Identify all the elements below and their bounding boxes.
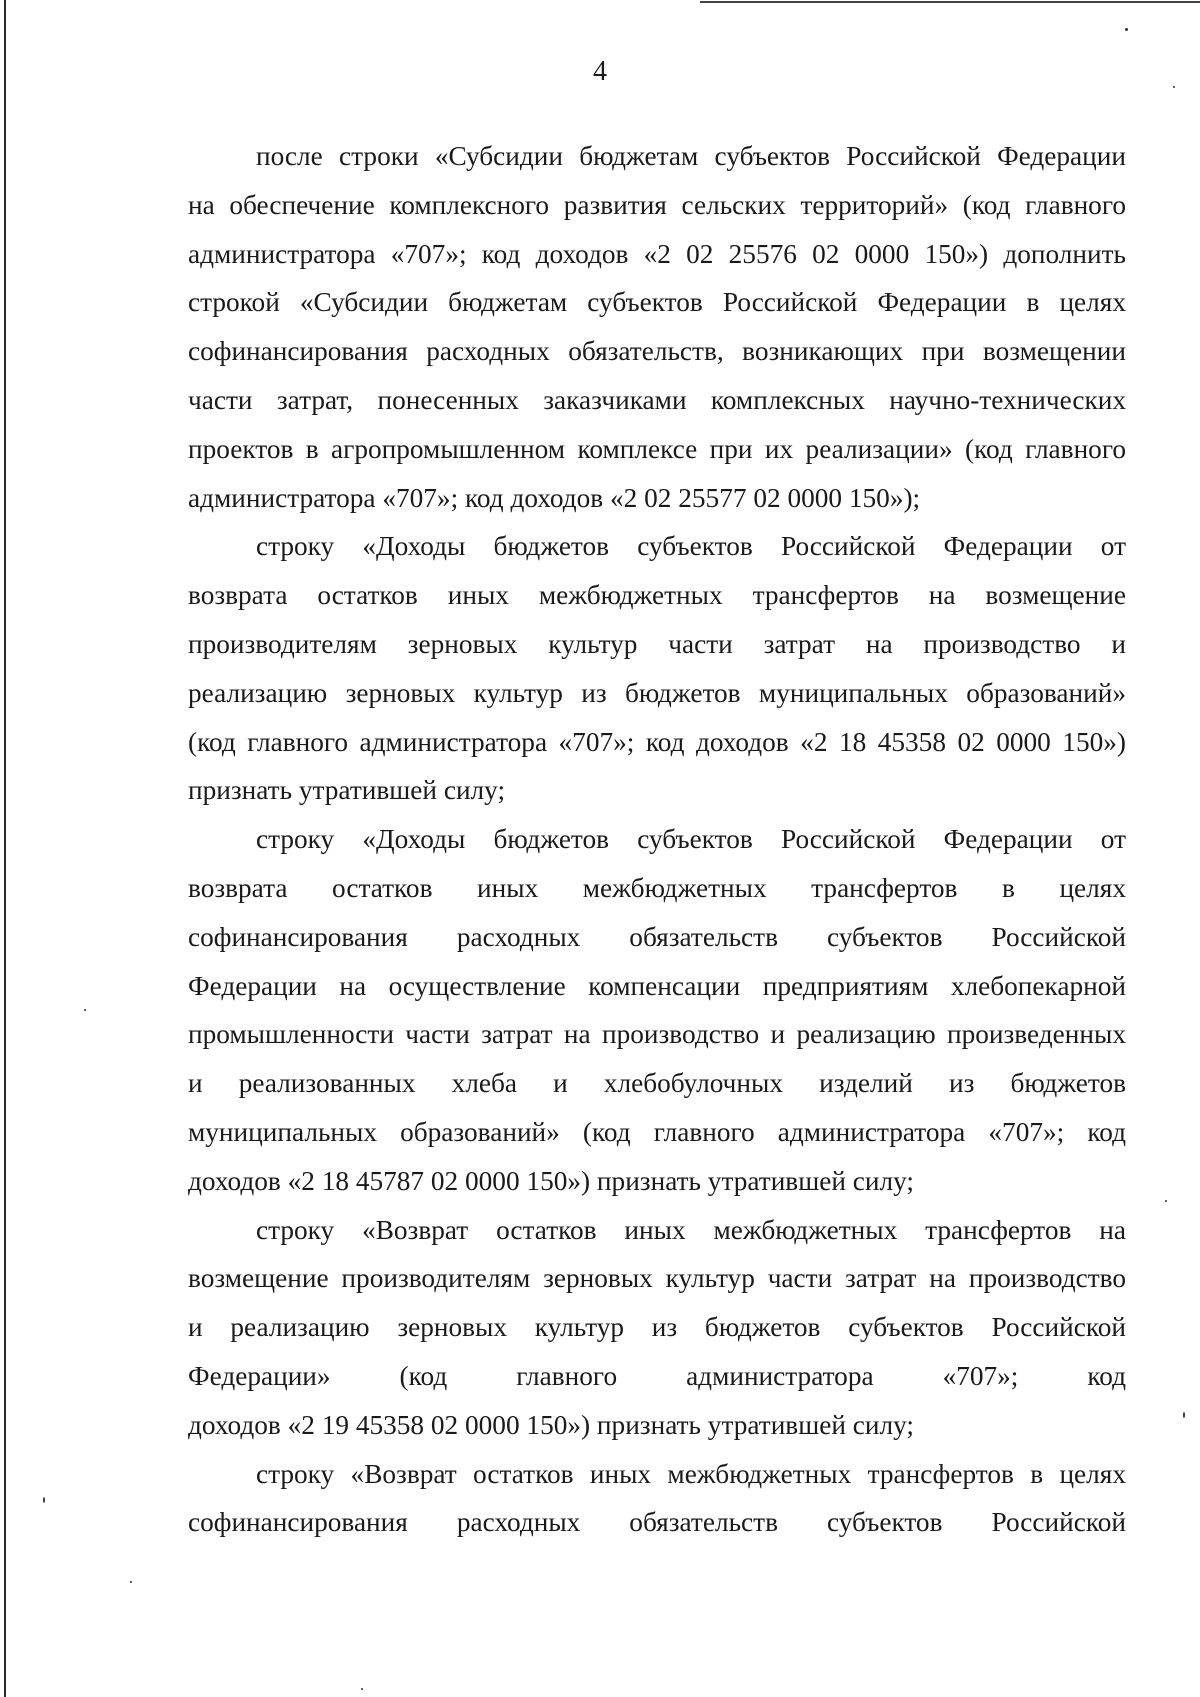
text-line: части затрат, понесенных заказчиками комплексных научно-технических: [188, 384, 1126, 415]
text-line: после строки «Субсидии бюджетам субъектов Российской Федерации: [256, 141, 1126, 171]
text-line: доходов «2 19 45358 02 0000 150») признать утратившей силу;: [188, 1409, 914, 1440]
text-line: проектов в агропромышленном комплексе при их реализации» (код главного: [188, 433, 1126, 464]
text-line: софинансирования расходных обязательств субъектов Российской: [188, 921, 1126, 952]
text-line: софинансирования расходных обязательств субъектов Российской: [188, 1507, 1126, 1538]
paragraph: [188, 1450, 1126, 1548]
text-line: администратора «707»; код доходов «2 02 25576 02 0000 150») дополнить: [188, 238, 1126, 269]
text-line: и реализованных хлеба и хлебобулочных изделий из бюджетов: [188, 1068, 1126, 1099]
scan-speck: [130, 1581, 132, 1583]
text-line: и реализацию зерновых культур из бюджетов субъектов Российской: [188, 1312, 1126, 1343]
text-line: возврата остатков иных межбюджетных трансфертов на возмещение: [188, 580, 1126, 611]
text-line: признать утратившей силу;: [188, 775, 506, 806]
paragraph: [188, 1206, 1126, 1450]
text-line: Федерации» (код главного администратора «707»; код: [188, 1360, 1126, 1391]
text-line: строкой «Субсидии бюджетам субъектов Российской Федерации в целях: [188, 287, 1126, 318]
text-line: строку «Доходы бюджетов субъектов Российской Федерации от: [256, 531, 1126, 562]
scan-left-edge: [4, 0, 6, 1697]
text-line: возврата остатков иных межбюджетных трансфертов в целях: [188, 872, 1126, 903]
text-line: Федерации на осуществление компенсации предприятиям хлебопекарной: [188, 970, 1126, 1001]
paragraph: [188, 815, 1126, 1205]
page-number: 4: [593, 56, 607, 87]
text-line: возмещение производителям зерновых культур части затрат на производство: [188, 1263, 1126, 1294]
text-line: доходов «2 18 45787 02 0000 150») признать утратившей силу;: [188, 1165, 914, 1196]
text-line: строку «Возврат остатков иных межбюджетных трансфертов в целях: [256, 1458, 1126, 1489]
paragraph: [188, 132, 1126, 522]
text-line: производителям зерновых культур части затрат на производство и: [188, 628, 1126, 659]
text-line: софинансирования расходных обязательств, возникающих при возмещении: [188, 336, 1126, 367]
text-line: (код главного администратора «707»; код доходов «2 18 45358 02 0000 150»): [188, 726, 1126, 757]
text-line: на обеспечение комплексного развития сельских территорий» (код главного: [188, 189, 1126, 220]
scan-top-edge: [700, 1, 1200, 3]
text-line: строку «Доходы бюджетов субъектов Российской Федерации от: [256, 824, 1126, 855]
scan-speck: [1183, 1412, 1185, 1418]
scan-speck: [43, 1497, 45, 1503]
text-line: реализацию зерновых культур из бюджетов муниципальных образований»: [188, 677, 1126, 708]
scan-speck: [1165, 1200, 1167, 1202]
text-line: администратора «707»; код доходов «2 02 25577 02 0000 150»);: [188, 482, 921, 513]
paragraph: [188, 522, 1126, 815]
text-line: муниципальных образований» (код главного администратора «707»; код: [188, 1116, 1126, 1147]
text-line: промышленности части затрат на производство и реализацию произведенных: [188, 1019, 1126, 1050]
document-body: [188, 132, 1126, 1547]
scan-speck: [361, 1688, 363, 1690]
scan-speck: [84, 1009, 86, 1011]
scan-speck: [1125, 28, 1128, 31]
text-line: строку «Возврат остатков иных межбюджетных трансфертов на: [256, 1214, 1126, 1245]
